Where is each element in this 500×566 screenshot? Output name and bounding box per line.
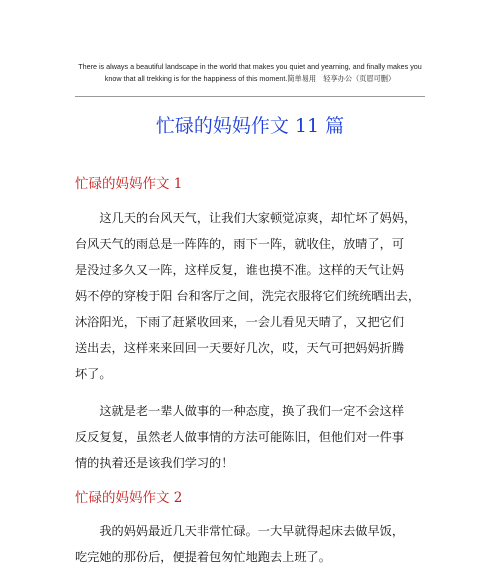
section-heading: 忙碌的妈妈作文 1	[75, 176, 183, 192]
paragraph	[75, 518, 427, 566]
header-line-1: There is always a beautiful landscape in the world that makes you quiet and yearning, and finally makes you	[78, 62, 422, 71]
paragraph-line: 情的执着还是该我们学习的！	[75, 456, 234, 470]
paragraph-line: 吃完她的那份后，便提着包匆忙地跑去上班了。	[75, 550, 331, 564]
paragraph-line: 台风天气的雨总是一阵阵的，雨下一阵，就收住，放晴了，可	[75, 237, 405, 251]
paragraph-line: 这就是老一辈人做事的一种态度，换了我们一定不会这样	[75, 404, 405, 418]
paragraph-line: 妈不停的穿梭于阳 台和客厅之间，洗完衣服将它们统统晒出去，	[75, 289, 421, 303]
paragraph-line: 坏了。	[75, 367, 112, 381]
paragraph	[75, 398, 427, 476]
header-line-2: know that all trekking is for the happiness of this moment.简单易用 轻享办公（页眉可删）	[104, 74, 396, 83]
paragraph-line: 是没过多久又一阵，这样反复，谁也摸不准。这样的天气让妈	[75, 263, 405, 277]
paragraph-line: 沐浴阳光，下雨了赶紧收回来，一会儿看见天晴了，又把它们	[75, 315, 405, 329]
document-title: 忙碌的妈妈作文 11 篇	[155, 115, 345, 137]
header-divider	[75, 96, 425, 97]
page-header	[60, 61, 440, 85]
paragraph-line: 这几天的台风天气，让我们大家顿觉凉爽，却忙坏了妈妈，	[75, 211, 417, 225]
paragraph	[75, 205, 427, 387]
paragraph-line: 送出去，这样来来回回一天要好几次，哎，天气可把妈妈折腾	[75, 341, 405, 355]
paragraph-line: 反反复复，虽然老人做事情的方法可能陈旧，但他们对一件事	[75, 430, 405, 444]
paragraph-line: 我的妈妈最近几天非常忙碌。一大早就得起床去做早饭，	[75, 524, 405, 538]
section-heading: 忙碌的妈妈作文 2	[75, 490, 183, 506]
